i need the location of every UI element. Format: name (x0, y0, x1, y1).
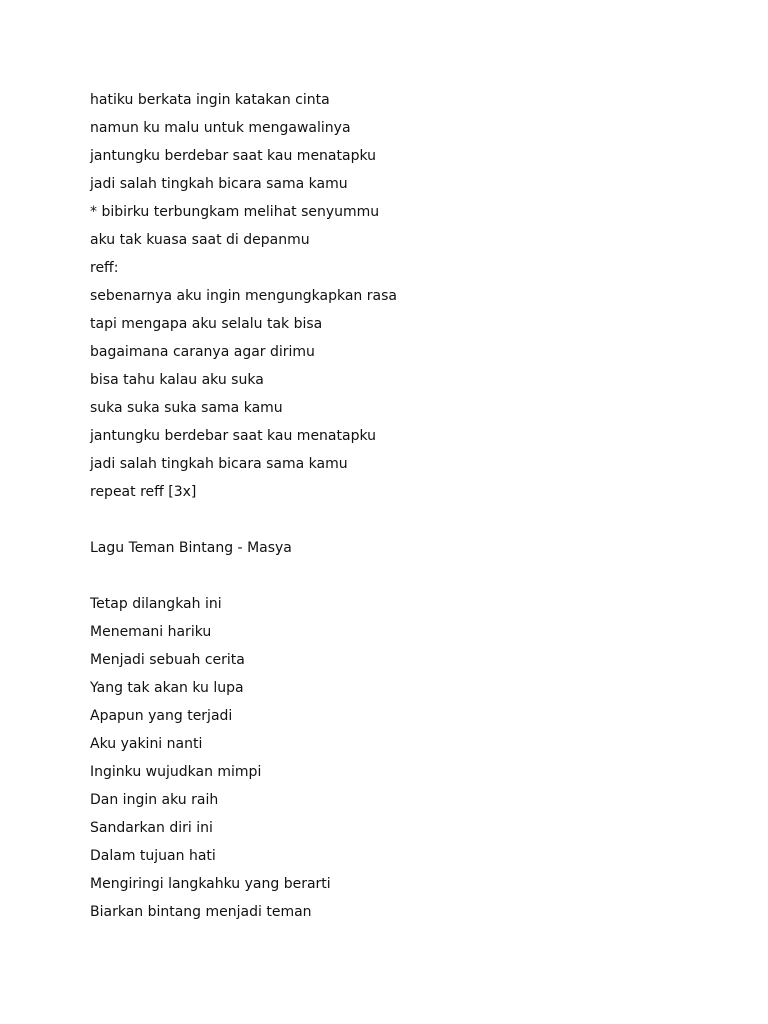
text-line: Mengiringi langkahku yang berarti (90, 876, 331, 892)
text-line: Yang tak akan ku lupa (90, 680, 244, 696)
text-line: sebenarnya aku ingin mengungkapkan rasa (90, 288, 397, 304)
text-line: Aku yakini nanti (90, 736, 203, 752)
text-line: Biarkan bintang menjadi teman (90, 904, 312, 920)
text-line: jadi salah tingkah bicara sama kamu (90, 456, 348, 472)
text-line: bagaimana caranya agar dirimu (90, 344, 315, 360)
text-line: reff: (90, 260, 119, 276)
text-line: repeat reff [3x] (90, 484, 197, 500)
text-line: jantungku berdebar saat kau menatapku (90, 148, 377, 164)
text-line: suka suka suka sama kamu (90, 400, 283, 416)
text-line: Dan ingin aku raih (90, 792, 219, 808)
text-line: tapi mengapa aku selalu tak bisa (90, 316, 323, 332)
text-line: Inginku wujudkan mimpi (90, 764, 262, 780)
text-line: Menjadi sebuah cerita (90, 652, 245, 668)
text-line: jadi salah tingkah bicara sama kamu (90, 176, 348, 192)
text-line: * bibirku terbungkam melihat senyummu (90, 204, 380, 220)
lyrics-text (90, 89, 710, 929)
text-line: hatiku berkata ingin katakan cinta (90, 92, 330, 108)
text-line: Dalam tujuan hati (90, 848, 216, 864)
text-line: Tetap dilangkah ini (90, 596, 222, 612)
text-line: aku tak kuasa saat di depanmu (90, 232, 310, 248)
text-line: Menemani hariku (90, 624, 212, 640)
song-title: Lagu Teman Bintang - Masya (90, 540, 292, 556)
text-line: bisa tahu kalau aku suka (90, 372, 264, 388)
text-line: Sandarkan diri ini (90, 820, 213, 836)
text-line: Apapun yang terjadi (90, 708, 233, 724)
text-line: namun ku malu untuk mengawalinya (90, 120, 351, 136)
text-line: jantungku berdebar saat kau menatapku (90, 428, 377, 444)
blank-line (90, 565, 710, 593)
blank-line (90, 509, 710, 537)
